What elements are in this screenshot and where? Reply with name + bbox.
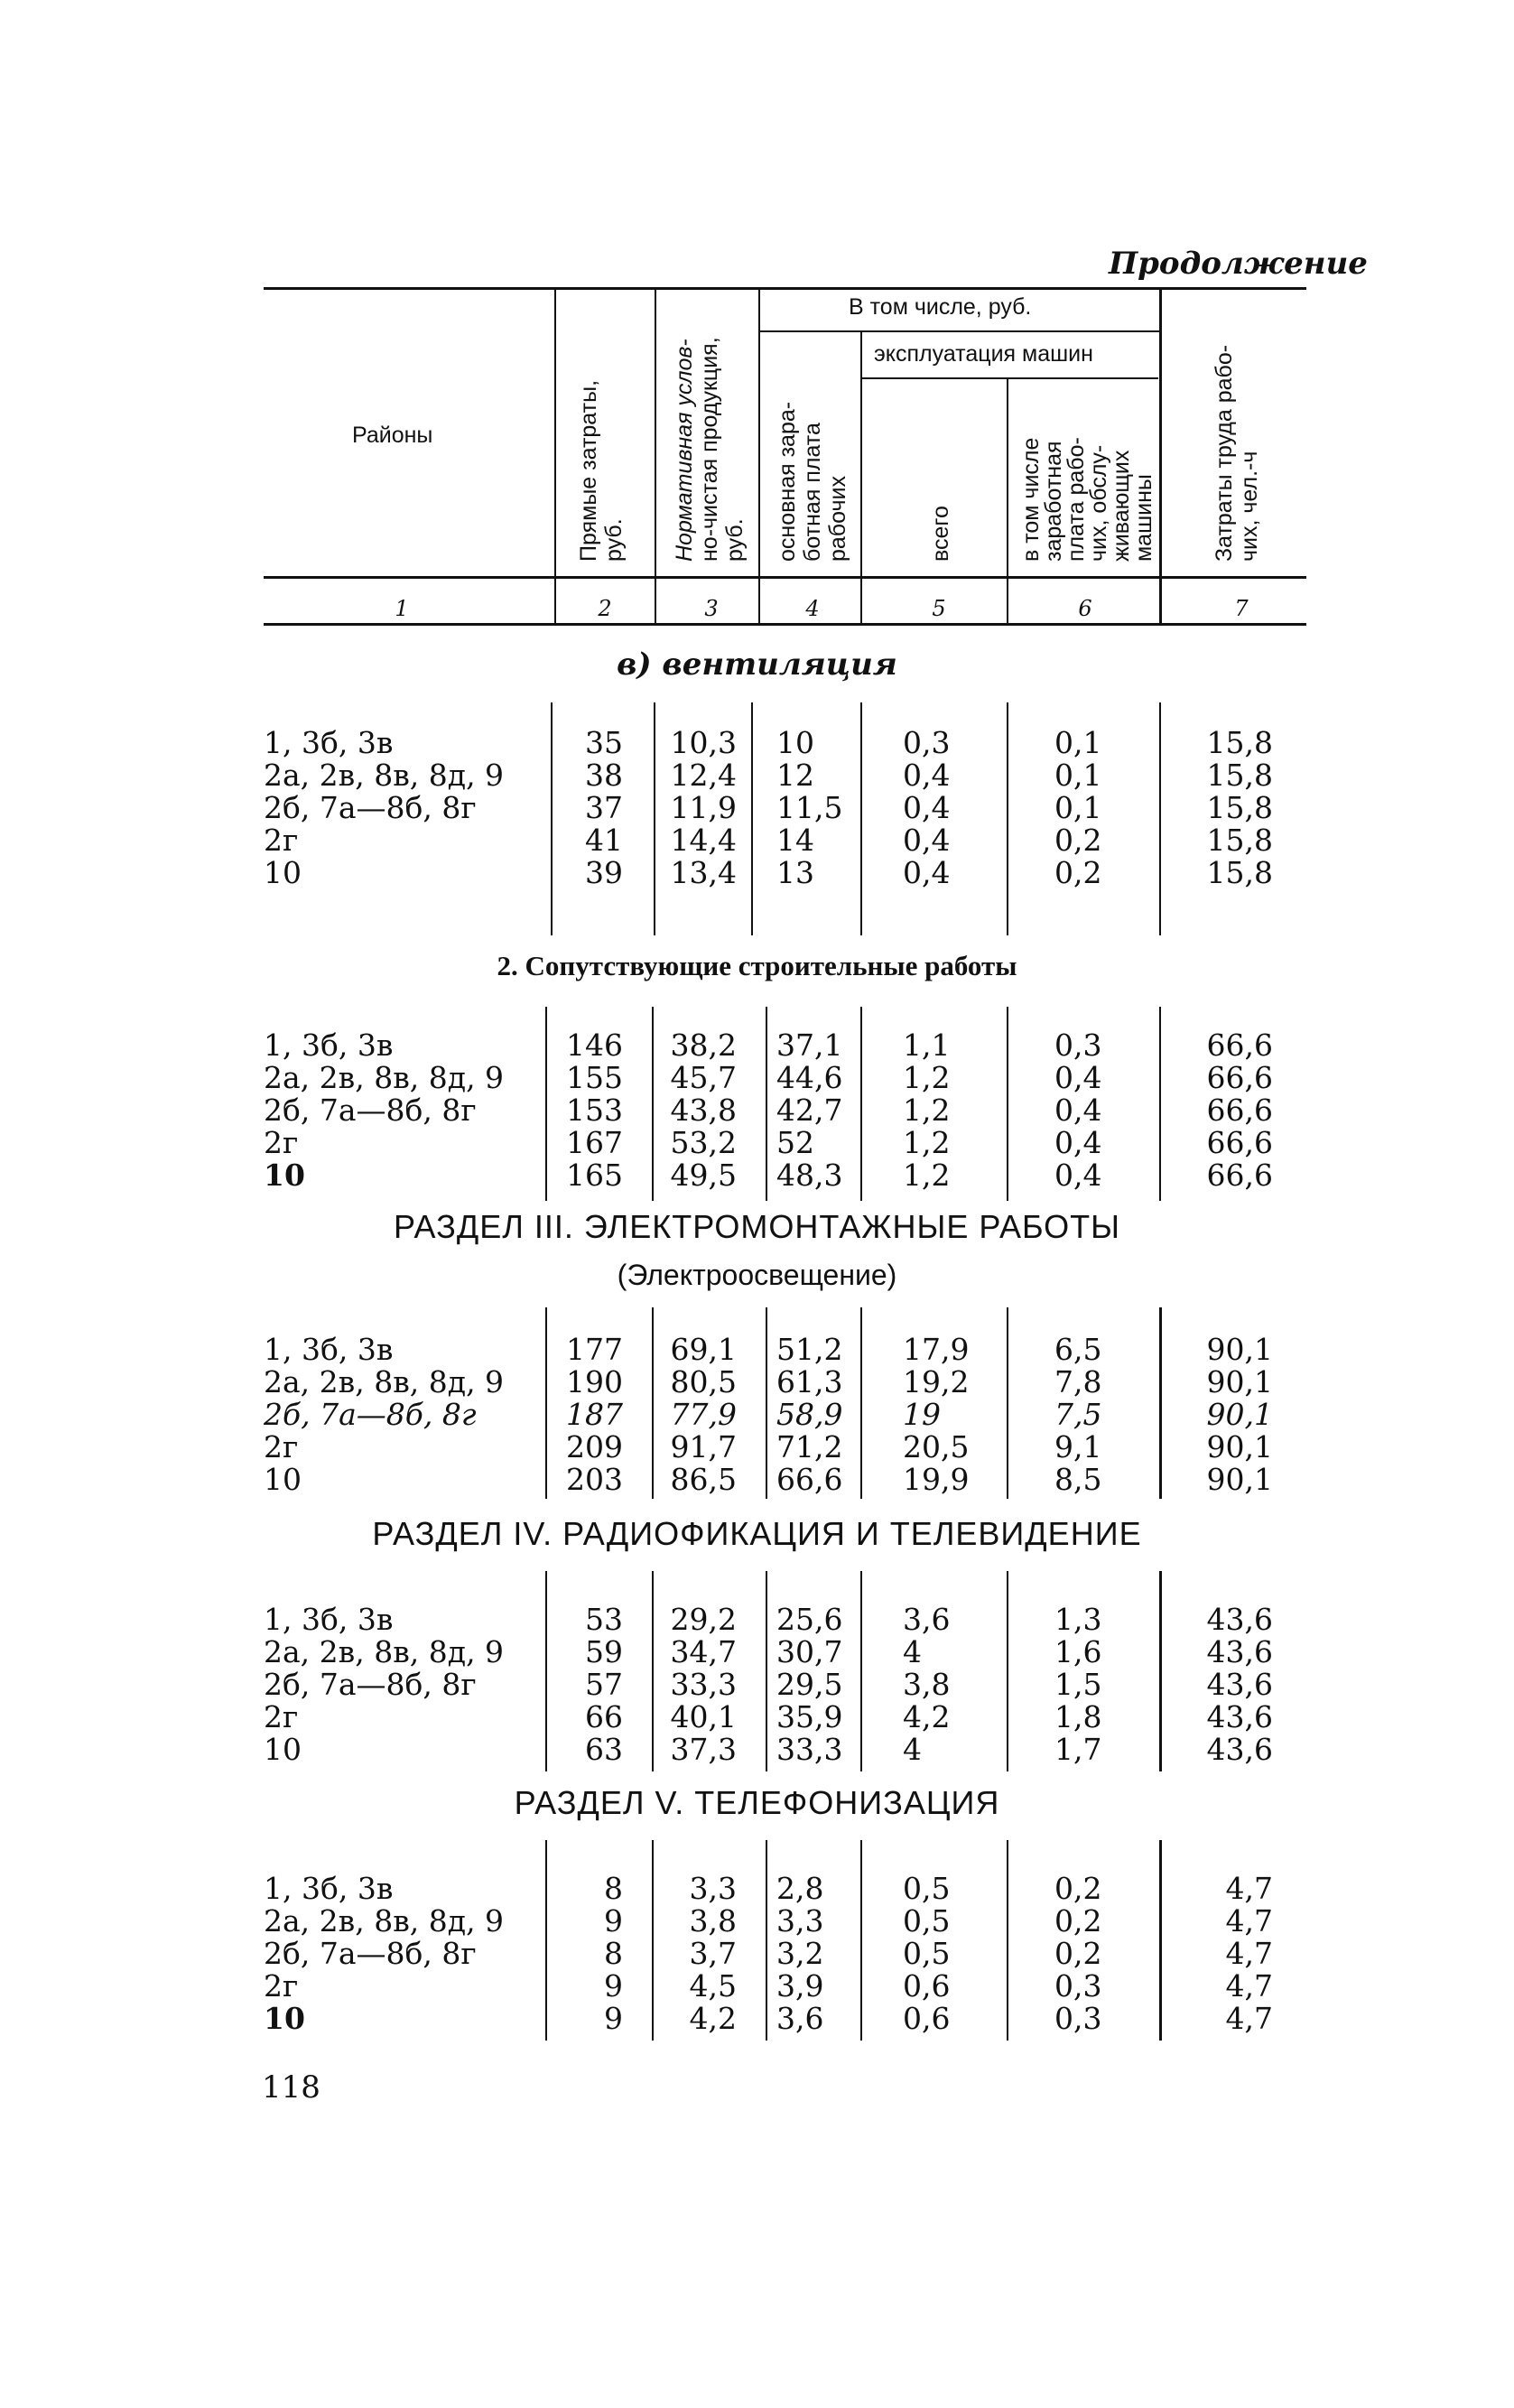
page-number: 118 [262,2069,320,2106]
cell: 209 [566,1429,623,1464]
cell-rayon: 2г [264,1125,299,1160]
table-row [0,727,1514,759]
cell: 66 [585,1699,623,1734]
table-row [0,2003,1514,2035]
cell: 59 [585,1634,623,1669]
cell: 66,6 [1206,1027,1273,1063]
cell: 19,2 [903,1364,970,1399]
cell: 33,3 [776,1732,843,1767]
cell: 0,2 [1054,823,1102,858]
cell: 0,6 [903,2001,951,2036]
cell: 0,1 [1054,790,1102,825]
cell: 58,9 [776,1397,843,1432]
cell: 167 [566,1125,623,1160]
cell: 0,4 [1054,1158,1102,1193]
cell: 1,1 [903,1027,951,1063]
cell: 19 [903,1397,941,1432]
cell: 8 [604,1936,623,1971]
cell-rayon: 10 [264,1462,302,1497]
cell: 30,7 [776,1634,843,1669]
cell: 0,3 [903,725,951,760]
table-row [0,1905,1514,1938]
subheader-rule-1 [758,330,1159,332]
cell-rayon: 2а, 2в, 8в, 8д, 9 [264,1903,505,1938]
header-vline [860,330,862,623]
cell: 14 [776,823,814,858]
cell: 10 [776,725,814,760]
table-row [0,1636,1514,1669]
cell: 37 [585,790,623,825]
cell: 40,1 [670,1699,737,1734]
table-row [0,1127,1514,1159]
cell: 57 [585,1667,623,1702]
cell: 4,2 [903,1699,951,1734]
cell: 1,7 [1054,1732,1102,1767]
cell: 0,5 [903,1936,951,1971]
header-top-rule [264,287,1306,290]
colnum-vline [860,596,862,623]
cell-rayon: 2а, 2в, 8в, 8д, 9 [264,1634,505,1669]
cell: 20,5 [903,1429,970,1464]
cell-rayon: 1, 3б, 3в [264,1871,394,1906]
table-row [0,857,1514,889]
cell-rayon: 1, 3б, 3в [264,725,394,760]
cell: 4,5 [689,1968,737,2004]
cell: 33,3 [670,1667,737,1702]
cell: 1,2 [903,1125,951,1160]
colnum: 5 [932,596,946,621]
cell: 25,6 [776,1602,843,1637]
colnum: 3 [704,596,719,621]
cell: 11,9 [670,790,737,825]
cell: 19,9 [903,1462,970,1497]
cell: 2,8 [776,1871,824,1906]
cell: 0,4 [1054,1125,1102,1160]
cell: 1,3 [1054,1602,1102,1637]
cell: 80,5 [670,1364,737,1399]
cell: 4,7 [1225,1936,1273,1971]
cell-rayon: 2а, 2в, 8в, 8д, 9 [264,1364,505,1399]
section-title-soputstvuyushchie: 2. Сопутствующие строительные работы [497,950,1017,981]
cell-rayon: 2г [264,823,299,858]
table-row [0,1669,1514,1701]
cell: 0,4 [903,823,951,858]
section-title-razdel-4: РАЗДЕЛ IV. РАДИОФИКАЦИЯ И ТЕЛЕВИДЕНИЕ [372,1515,1142,1552]
cell: 43,6 [1206,1699,1273,1734]
cell: 48,3 [776,1158,843,1193]
cell: 61,3 [776,1364,843,1399]
cell: 13 [776,855,814,890]
cell: 15,8 [1206,855,1273,890]
colnum: 4 [805,596,820,621]
cell: 35,9 [776,1699,843,1734]
cell: 3,3 [689,1871,737,1906]
cell: 165 [566,1158,623,1193]
header-vline [1007,377,1008,623]
cell-rayon: 2г [264,1429,299,1464]
cell: 91,7 [670,1429,737,1464]
table-row [0,1029,1514,1062]
table-row [0,1399,1514,1431]
cell: 0,2 [1054,1871,1102,1906]
cell: 1,5 [1054,1667,1102,1702]
cell: 44,6 [776,1060,843,1095]
cell: 37,1 [776,1027,843,1063]
section-title-ventilation: в) вентиляция [617,646,897,683]
cell: 0,3 [1054,1968,1102,2004]
colnum: 2 [598,596,612,621]
cell: 86,5 [670,1462,737,1497]
header-vline [758,289,760,623]
table-row [0,1970,1514,2003]
cell: 4,7 [1225,2001,1273,2036]
header-ekspl: эксплуатация машин [874,341,1093,367]
continuation-label: Продолжение [1109,246,1368,282]
colnum-vline [1007,596,1008,623]
cell-rayon: 10 [264,1732,302,1767]
cell: 3,8 [689,1903,737,1938]
header-col4: основная зара- ботная плата рабочих [775,401,850,562]
table-row [0,1431,1514,1464]
subheader-rule-2 [862,377,1158,379]
cell: 9,1 [1054,1429,1102,1464]
section-subtitle-elektroosveshchenie: (Электроосвещение) [617,1259,897,1291]
cell-rayon: 10 [264,1158,305,1193]
section-title-razdel-3: РАЗДЕЛ III. ЭЛЕКТРОМОНТАЖНЫЕ РАБОТЫ [393,1208,1121,1245]
cell: 4 [903,1732,922,1767]
cell: 53,2 [670,1125,737,1160]
cell: 3,6 [903,1602,951,1637]
header-v-tom-chisle: В том числе, руб. [849,294,1032,320]
header-col7: Затраты труда рабо- чих, чел.-ч [1212,344,1262,562]
cell: 43,6 [1206,1667,1273,1702]
cell: 52 [776,1125,814,1160]
table-row [0,1464,1514,1496]
cell: 0,4 [903,790,951,825]
cell: 0,4 [903,855,951,890]
colnum-vline [758,596,760,623]
table-row [0,792,1514,824]
cell: 1,8 [1054,1699,1102,1734]
cell: 69,1 [670,1332,737,1367]
colnum: 1 [395,596,409,621]
table-row [0,1938,1514,1970]
cell-rayon: 1, 3б, 3в [264,1332,394,1367]
cell: 90,1 [1206,1364,1273,1399]
header-col6: в том числе заработная плата рабо- чих, обслу- живающих машины [1018,437,1156,562]
cell: 45,7 [670,1060,737,1095]
cell: 0,2 [1054,855,1102,890]
cell: 0,1 [1054,758,1102,793]
cell: 53 [585,1602,623,1637]
cell: 66,6 [1206,1125,1273,1160]
cell: 66,6 [1206,1060,1273,1095]
cell: 43,8 [670,1092,737,1128]
cell: 14,4 [670,823,737,858]
cell: 12 [776,758,814,793]
cell: 42,7 [776,1092,843,1128]
section-title-razdel-5: РАЗДЕЛ V. ТЕЛЕФОНИЗАЦИЯ [514,1784,1000,1821]
table-row [0,1701,1514,1734]
cell-rayon: 2б, 7а—8б, 8г [264,1667,477,1702]
cell: 63 [585,1732,623,1767]
header-vline [655,289,656,623]
cell-rayon: 2б, 7а—8б, 8г [264,1092,477,1128]
header-vline [1159,289,1162,623]
cell: 0,2 [1054,1903,1102,1938]
colnum: 6 [1078,596,1092,621]
cell: 155 [566,1060,623,1095]
cell: 90,1 [1206,1332,1273,1367]
cell: 38 [585,758,623,793]
cell: 35 [585,725,623,760]
cell: 1,2 [903,1060,951,1095]
cell-rayon: 2г [264,1699,299,1734]
cell: 15,8 [1206,758,1273,793]
cell-rayon: 1, 3б, 3в [264,1027,394,1063]
cell: 203 [566,1462,623,1497]
cell-rayon: 2а, 2в, 8в, 8д, 9 [264,1060,505,1095]
cell: 3,3 [776,1903,824,1938]
cell: 15,8 [1206,725,1273,760]
header-col3: Нормативная услов- но-чистая продукция, руб. [672,337,748,562]
cell: 8 [604,1871,623,1906]
cell: 0,4 [1054,1092,1102,1128]
cell: 3,6 [776,2001,824,2036]
cell: 187 [566,1397,623,1432]
cell: 4,7 [1225,1968,1273,2004]
cell: 3,2 [776,1936,824,1971]
cell: 0,2 [1054,1936,1102,1971]
cell: 0,1 [1054,725,1102,760]
cell: 13,4 [670,855,737,890]
cell: 3,7 [689,1936,737,1971]
cell: 0,5 [903,1871,951,1906]
cell: 8,5 [1054,1462,1102,1497]
cell: 12,4 [670,758,737,793]
cell: 15,8 [1206,823,1273,858]
cell: 66,6 [776,1462,843,1497]
table-row [0,1334,1514,1366]
cell-rayon: 1, 3б, 3в [264,1602,394,1637]
cell: 6,5 [1054,1332,1102,1367]
cell: 34,7 [670,1634,737,1669]
table-row [0,1094,1514,1127]
cell: 11,5 [776,790,843,825]
colnum-vline [1159,596,1161,623]
table-row [0,1366,1514,1399]
cell: 10,3 [670,725,737,760]
cell-rayon: 2г [264,1968,299,2004]
cell: 51,2 [776,1332,843,1367]
table-row [0,1062,1514,1094]
cell: 90,1 [1206,1429,1273,1464]
cell: 1,2 [903,1158,951,1193]
header-rayony: Районы [352,423,433,448]
colnum-vline [554,596,556,623]
cell: 71,2 [776,1429,843,1464]
cell: 0,3 [1054,2001,1102,2036]
header-vline [554,289,556,623]
colnum: 7 [1234,596,1249,621]
cell: 1,2 [903,1092,951,1128]
header-col5: всего [928,506,953,562]
cell: 39 [585,855,623,890]
cell-rayon: 10 [264,855,302,890]
cell: 4 [903,1634,922,1669]
colnum-vline [655,596,656,623]
cell: 77,9 [670,1397,737,1432]
cell: 0,4 [1054,1060,1102,1095]
cell: 0,5 [903,1903,951,1938]
cell: 0,6 [903,1968,951,2004]
cell: 90,1 [1206,1462,1273,1497]
cell: 1,6 [1054,1634,1102,1669]
cell: 0,3 [1054,1027,1102,1063]
colnum-bottom-rule [264,623,1306,626]
cell: 29,2 [670,1602,737,1637]
cell-rayon: 10 [264,2001,305,2036]
cell: 17,9 [903,1332,970,1367]
cell: 43,6 [1206,1732,1273,1767]
table-row [0,824,1514,857]
cell: 7,5 [1054,1397,1102,1432]
cell: 177 [566,1332,623,1367]
cell-rayon: 2б, 7а—8б, 8г [264,1936,477,1971]
header-col2: Прямые затраты, руб. [576,379,627,562]
table-row [0,759,1514,792]
cell: 9 [604,1968,623,2004]
cell: 3,8 [903,1667,951,1702]
cell: 66,6 [1206,1092,1273,1128]
table-row [0,1734,1514,1766]
cell: 38,2 [670,1027,737,1063]
cell: 153 [566,1092,623,1128]
cell: 29,5 [776,1667,843,1702]
cell: 190 [566,1364,623,1399]
cell: 4,2 [689,2001,737,2036]
cell: 7,8 [1054,1364,1102,1399]
header-bottom-rule [264,576,1306,579]
cell-rayon: 2а, 2в, 8в, 8д, 9 [264,758,505,793]
cell: 15,8 [1206,790,1273,825]
table-row [0,1159,1514,1192]
table-row [0,1873,1514,1905]
cell-rayon: 2б, 7а—8б, 8г [264,1397,477,1432]
cell-rayon: 2б, 7а—8б, 8г [264,790,477,825]
cell: 4,7 [1225,1871,1273,1906]
cell: 90,1 [1206,1397,1273,1432]
cell: 41 [585,823,623,858]
table-row [0,1604,1514,1636]
cell: 9 [604,1903,623,1938]
cell: 4,7 [1225,1903,1273,1938]
cell: 66,6 [1206,1158,1273,1193]
cell: 43,6 [1206,1634,1273,1669]
cell: 146 [566,1027,623,1063]
cell: 49,5 [670,1158,737,1193]
cell: 43,6 [1206,1602,1273,1637]
cell: 3,9 [776,1968,824,2004]
cell: 0,4 [903,758,951,793]
cell: 9 [604,2001,623,2036]
cell: 37,3 [670,1732,737,1767]
